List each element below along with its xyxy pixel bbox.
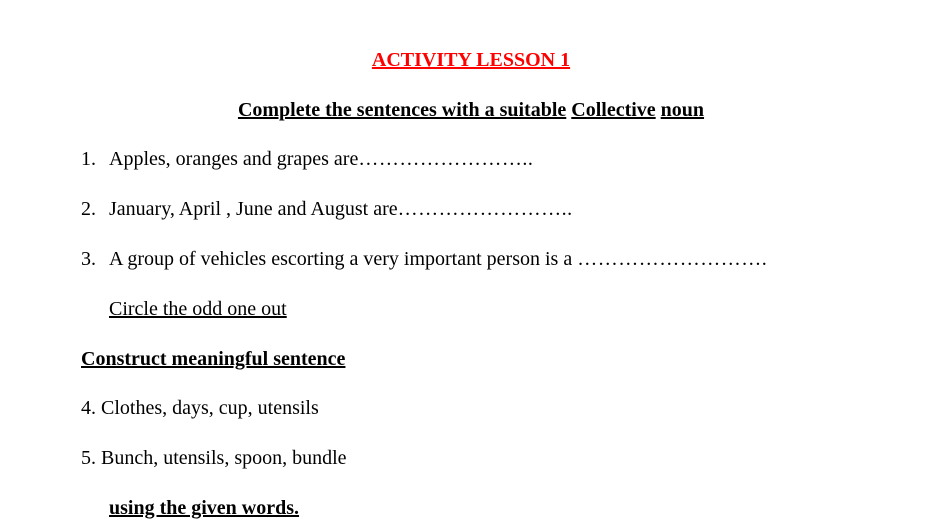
item-5: 5. Bunch, utensils, spoon, bundle [81, 447, 347, 469]
instruction-part-1: Complete the sentences with a suitable [237, 99, 567, 121]
question-1-text: Apples, oranges and grapes are [109, 148, 359, 170]
instruction-part-2: Collective [571, 99, 656, 121]
question-3-number: 3. [81, 248, 96, 270]
question-2 [81, 197, 573, 221]
instruction-part-3: noun [660, 99, 705, 121]
odd-one-out-label: Circle the odd one out [109, 298, 287, 320]
question-3-blank: ………………………. [577, 248, 768, 270]
question-3-text: A group of vehicles escorting a very important person is a [109, 248, 578, 270]
item-4: 4. Clothes, days, cup, utensils [81, 397, 319, 419]
question-2-number: 2. [81, 198, 96, 220]
question-1 [81, 147, 533, 171]
question-2-text: January, April , June and August are [109, 198, 398, 220]
section-heading: Construct meaningful sentence [81, 348, 346, 370]
question-2-blank: …………………….. [397, 198, 573, 220]
partial-heading: using the given words. [109, 497, 300, 519]
question-1-number: 1. [81, 148, 96, 170]
instruction-heading [0, 98, 936, 122]
question-1-blank: …………………….. [358, 148, 534, 170]
page-title: ACTIVITY LESSON 1 [371, 49, 571, 71]
question-3 [81, 247, 767, 271]
